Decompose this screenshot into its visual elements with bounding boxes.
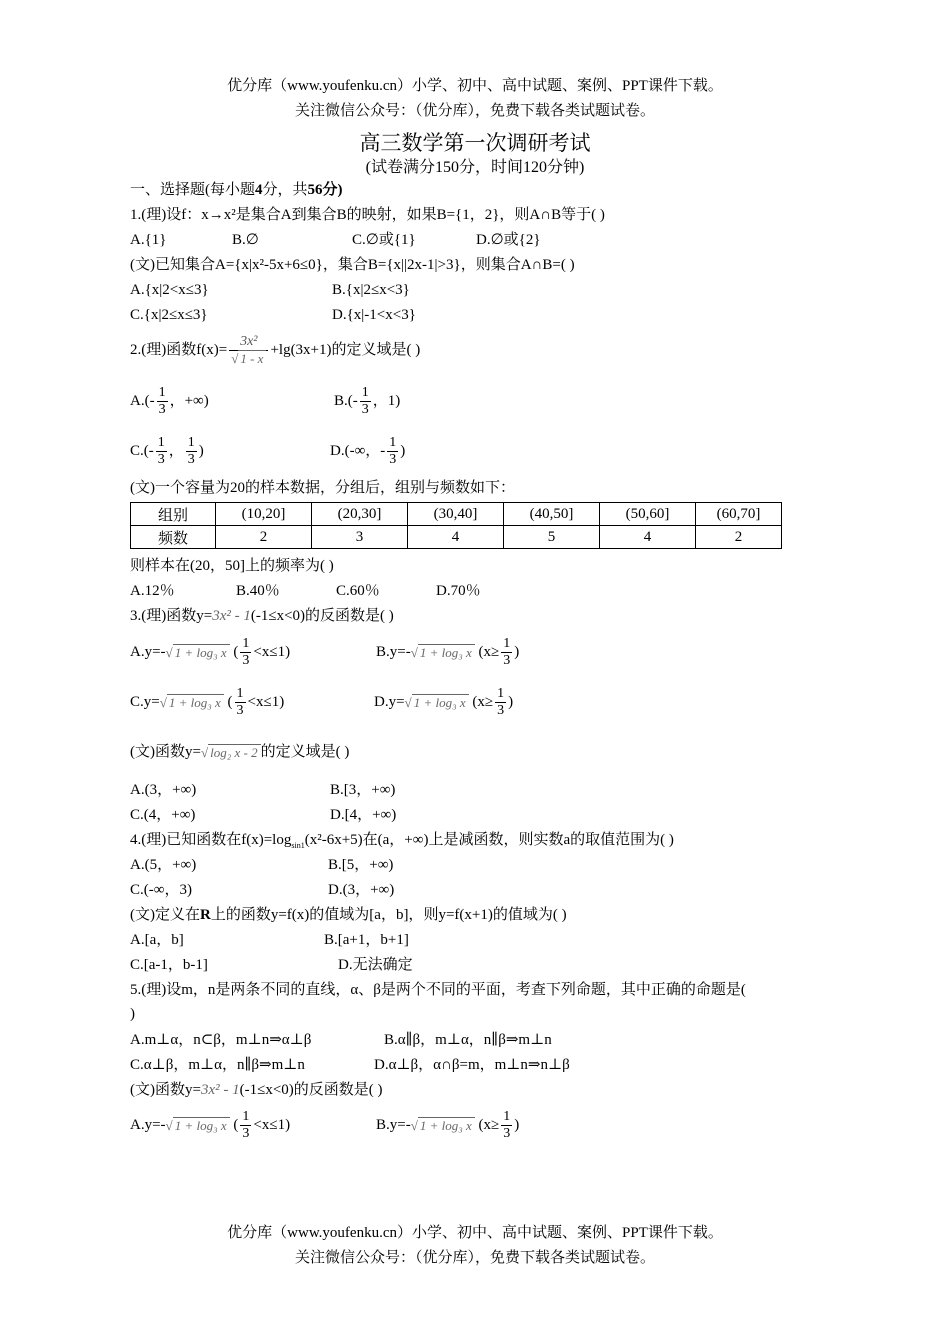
q2-li-prefix: 2.(理)函数f(x)= [130,342,228,358]
frac-num: 1 [242,1109,250,1125]
q3-li-stem [130,606,394,626]
radicand: 1 + log₃ x [167,694,224,710]
q1-li-option-b: B.∅ [232,232,259,248]
q2-li-a-post: ，+∞) [169,393,209,409]
opt-pre: B.y=- [376,1117,411,1133]
radicand: 1 + log₃ x [173,644,230,660]
frac-num: 1 [497,686,505,702]
fraction-one-third [235,686,246,719]
table-cell: (10,20] [216,503,312,526]
q5-li-option-d: D.α⊥β，α∩β=m，m⊥n⇒n⊥β [374,1057,570,1073]
q5-wen-expr: 3x² - 1 [200,1082,240,1098]
paren: ( [227,694,233,710]
radicand: 1 + log₃ x [173,1117,230,1133]
table-cell: 3 [312,526,408,549]
opt-post: <x≤1) [253,644,291,660]
q1-wen-option-a: A.{x|2<x≤3} [130,282,209,298]
q1-wen-option-c: C.{x|2≤x≤3} [130,307,208,323]
section-points: 4 [255,182,263,198]
q3-wen-suffix: 的定义域是( ) [260,744,350,760]
q1-wen-option-d: D.{x|-1<x<3} [332,307,416,323]
sqrt-icon: √ 1 + log₃ x [160,686,224,720]
q5-wen-option-a [130,1108,290,1143]
footer-line-2: 关注微信公众号：（优分库），免费下载各类试题试卷。 [294,1250,655,1266]
q3-li-option-b [376,635,519,670]
q5-li-stem-cont: ) [130,1006,135,1022]
q2-li-fraction [229,334,268,367]
frac-num: 1 [158,385,166,401]
q2-wen-option-d: D.70％ [436,583,481,599]
section-prefix: 一、选择题(每小题 [130,182,255,198]
q2-li-option-b [334,384,400,418]
q2-wen-stem: (文)一个容量为20的样本数据，分组后，组别与频数如下： [130,480,515,496]
opt-pre: B.y=- [376,644,411,660]
frac-den: 3 [236,703,244,719]
q2-li-option-a [130,384,209,418]
q4-wen-option-d: D.无法确定 [338,957,413,973]
q4-li-pre: 4.(理)已知函数在f(x)=log [130,832,292,848]
q3-wen-option-a: A.(3，+∞) [130,782,197,798]
frac-num: 1 [236,686,244,702]
sqrt-icon: √ 1 - x [231,351,266,367]
frac-den: 3 [389,452,397,468]
q1-li-option-d: D.∅或{2} [476,232,541,248]
table-cell: (60,70] [696,503,782,526]
sqrt-icon: √ 1 + log₃ x [405,686,469,720]
q5-wen-prefix: (文)函数y= [130,1082,201,1098]
table-cell: 4 [600,526,696,549]
q4-li-option-c: C.(-∞，3) [130,882,192,898]
q3-wen-prefix: (文)函数y= [130,744,201,760]
q4-li-post: (x²-6x+5)在(a，+∞)上是减函数，则实数a的取值范围为( ) [304,832,674,848]
q2-li-option-d [330,434,405,468]
sqrt-icon: √ 1 + log₃ x [411,1109,475,1143]
opt-post: (x≥ [472,694,494,710]
q3-li-option-d [374,685,513,720]
q5-wen-suffix: (-1≤x<0)的反函数是( ) [239,1082,383,1098]
table-cell: 2 [216,526,312,549]
table-row-values [131,526,782,549]
q4-li-option-d: D.(3，+∞) [328,882,395,898]
frequency-table [130,502,782,549]
q4-wen-post: 上的函数y=f(x)的值域为[a，b]，则y=f(x+1)的值域为( ) [210,907,567,923]
q1-wen-stem: (文)已知集合A={x|x²-5x+6≤0}，集合B={x||2x-1|>3}，则集合A∩B=( ) [130,257,575,273]
section-total: 56 [307,182,323,198]
sqrt-icon: √ 1 + log₃ x [166,636,230,670]
q4-li-option-b: B.[5，+∞) [328,857,394,873]
opt-post: (x≥ [478,644,500,660]
frac-num: 1 [503,636,511,652]
q5-li-option-b: B.α∥β，m⊥α，n∥β⇒m⊥n [384,1032,552,1048]
q2-li-numerator: 3x² [229,334,268,351]
frac-num: 1 [503,1109,511,1125]
section-heading [130,180,343,200]
frac-den: 3 [503,1126,511,1142]
q4-wen-pre: (文)定义在 [130,907,200,923]
q2-wen-option-c: C.60％ [336,583,380,599]
q2-li-c-post: ) [198,443,204,459]
q3-wen-option-d: D.[4，+∞) [330,807,397,823]
fraction-one-third [240,636,251,669]
sqrt-icon: √ 1 + log₃ x [166,1109,230,1143]
frac-den: 3 [503,653,511,669]
q2-li-stem [130,332,420,368]
fraction-one-third [157,385,168,418]
fraction-one-third [501,636,512,669]
frac-den: 3 [242,1126,250,1142]
q3-li-option-c [130,685,284,720]
table-cell: 频数 [131,526,216,549]
q2-li-c-pre: C.(- [130,443,154,459]
sqrt-icon: √ log₂ x - 2 [201,743,261,763]
footer-line-1: 优分库（www.youfenku.cn）小学、初中、高中试题、案例、PPT课件下载。 [227,1225,723,1241]
header-line-1: 优分库（www.youfenku.cn）小学、初中、高中试题、案例、PPT课件下载。 [227,78,723,94]
frac-num: 1 [361,385,369,401]
table-cell: (30,40] [408,503,504,526]
fraction-one-third [156,435,167,468]
q1-wen-option-b: B.{x|2≤x<3} [332,282,410,298]
q5-wen-stem [130,1080,383,1100]
q3-li-suffix: (-1≤x<0)的反函数是( ) [250,608,394,624]
q2-li-a-pre: A.(- [130,393,155,409]
fraction-one-third [387,435,398,468]
exam-title: 高三数学第一次调研考试 [359,131,591,155]
q4-wen-bold: R [200,907,211,923]
frac-den: 3 [361,402,369,418]
q4-li-stem [130,830,674,856]
frac-den: 3 [158,402,166,418]
opt-post: <x≤1) [253,1117,291,1133]
frac-den: 3 [497,703,505,719]
fraction-one-third [360,385,371,418]
q4-li-sub: sin1 [291,841,305,850]
q2-li-d-post: ) [400,443,406,459]
q2-wen-option-a: A.12％ [130,583,175,599]
frac-num: 1 [157,435,165,451]
q2-li-suffix: +lg(3x+1)的定义域是( ) [270,342,421,358]
frac-den: 3 [157,452,165,468]
q3-wen-option-c: C.(4，+∞) [130,807,196,823]
q3-li-expr: 3x² - 1 [212,608,251,624]
radicand: 1 + log₃ x [412,694,469,710]
frac-num: 1 [389,435,397,451]
q3-li-prefix: 3.(理)函数y= [130,608,213,624]
opt-post: (x≥ [478,1117,500,1133]
q5-li-option-a: A.m⊥α，n⊂β，m⊥n⇒α⊥β [130,1032,312,1048]
q4-wen-option-c: C.[a-1，b-1] [130,957,208,973]
table-cell: (40,50] [504,503,600,526]
header-line-2: 关注微信公众号：（优分库），免费下载各类试题试卷。 [294,103,655,119]
q1-li-option-a: A.{1} [130,232,167,248]
q2-li-denominator [229,351,268,367]
q3-wen-option-b: B.[3，+∞) [330,782,396,798]
table-cell: 2 [696,526,782,549]
radicand: log₂ x - 2 [208,744,260,760]
q1-li-stem: 1.(理)设f：x→x²是集合A到集合B的映射，如果B={1，2}，则A∩B等于( ) [130,207,605,223]
q4-wen-stem [130,905,567,925]
paren: ) [514,1117,520,1133]
fraction-one-third [495,686,506,719]
fraction-one-third [186,435,197,468]
section-suffix: 分) [322,182,343,198]
opt-pre: D.y= [374,694,405,710]
q5-li-option-c: C.α⊥β，m⊥α，n∥β⇒m⊥n [130,1057,305,1073]
q2-li-b-pre: B.(- [334,393,358,409]
frac-den: 3 [187,452,195,468]
frac-den: 3 [242,653,250,669]
q3-wen-stem [130,742,349,763]
opt-pre: C.y= [130,694,160,710]
q2-wen-after: 则样本在(20，50]上的频率为( ) [130,558,334,574]
table-cell: (20,30] [312,503,408,526]
q2-li-option-c [130,434,204,468]
q2-li-d-pre: D.(-∞，- [330,443,386,459]
q1-li-option-c: C.∅或{1} [352,232,416,248]
q4-li-option-a: A.(5，+∞) [130,857,197,873]
paren: ( [233,644,239,660]
table-row-header [131,503,782,526]
q3-li-option-a [130,635,290,670]
table-cell: 4 [408,526,504,549]
table-cell: 5 [504,526,600,549]
q4-wen-option-b: B.[a+1，b+1] [324,932,409,948]
paren: ) [508,694,514,710]
q5-li-stem: 5.(理)设m，n是两条不同的直线，α、β是两个不同的平面，考查下列命题，其中正确的命题是( [130,982,746,998]
q2-li-radicand: 1 - x [238,350,266,366]
q5-wen-option-b [376,1108,519,1143]
q2-li-c-mid: ， [168,443,184,459]
table-cell: 组别 [131,503,216,526]
q2-wen-option-b: B.40％ [236,583,280,599]
frac-num: 1 [242,636,250,652]
q4-wen-option-a: A.[a，b] [130,932,184,948]
exam-subtitle: (试卷满分150分，时间120分钟) [365,159,585,176]
fraction-one-third [501,1109,512,1142]
q2-li-b-post: ，1) [372,393,401,409]
table-cell: (50,60] [600,503,696,526]
paren: ) [514,644,520,660]
opt-pre: A.y=- [130,1117,166,1133]
radicand: 1 + log₃ x [418,644,475,660]
opt-pre: A.y=- [130,644,166,660]
opt-post: <x≤1) [247,694,285,710]
sqrt-icon: √ 1 + log₃ x [411,636,475,670]
frac-num: 1 [187,435,195,451]
radicand: 1 + log₃ x [418,1117,475,1133]
section-mid: 分，共 [262,182,308,198]
fraction-one-third [240,1109,251,1142]
paren: ( [233,1117,239,1133]
